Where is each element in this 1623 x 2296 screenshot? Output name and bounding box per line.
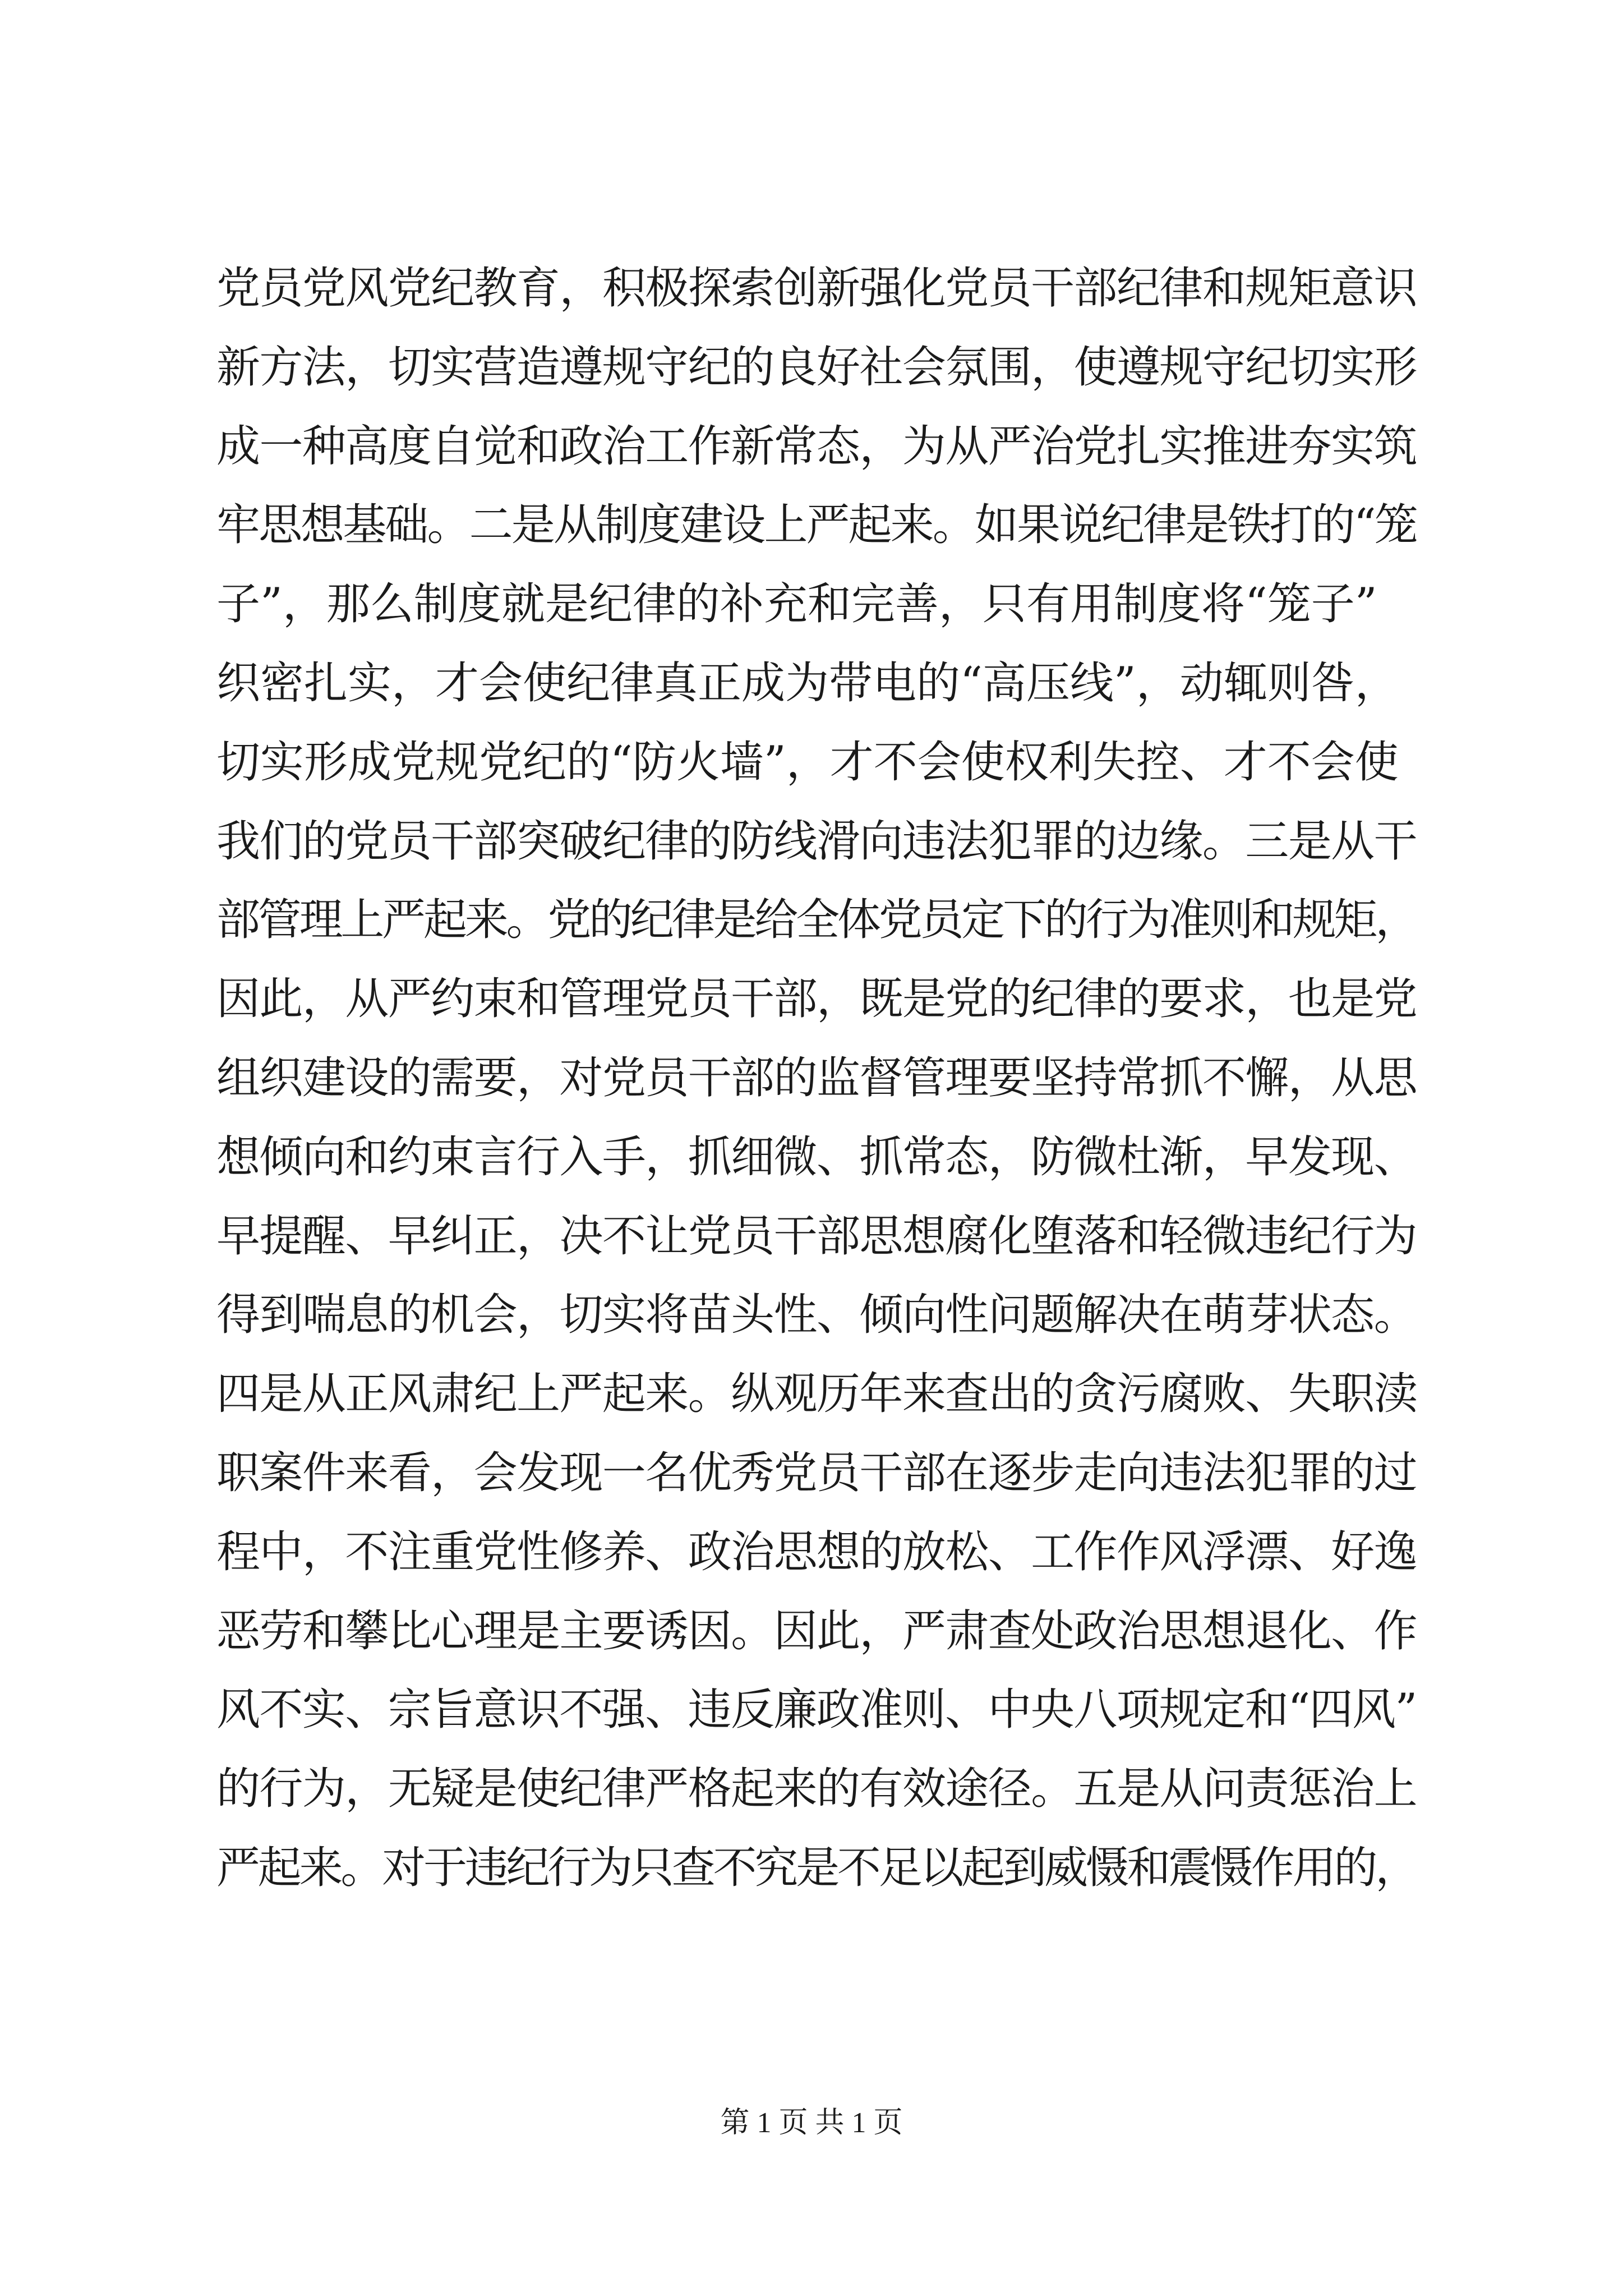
- text-line: 成一种高度自觉和政治工作新常态，为从严治党扎实推进夯实筑: [216, 421, 1417, 472]
- body-text: [216, 249, 1417, 1908]
- text-line: 严起来。对于违纪行为只查不究是不足以起到威慑和震慑作用的，: [216, 1842, 1417, 1893]
- text-line: 早提醒、早纠正，决不让党员干部思想腐化堕落和轻微违纪行为: [216, 1211, 1417, 1262]
- text-line: 想倾向和约束言行入手，抓细微、抓常态，防微杜渐，早发现、: [216, 1131, 1417, 1182]
- text-line: 得到喘息的机会，切实将苗头性、倾向性问题解决在萌芽状态。: [216, 1290, 1417, 1341]
- text-line: 子”，那么制度就是纪律的补充和完善，只有用制度将“笼子”: [216, 579, 1377, 630]
- page-number-footer: 第 1 页 共 1 页: [720, 2107, 903, 2139]
- text-line: 切实形成党规党纪的“防火墙”，才不会使权利失控、才不会使: [216, 737, 1399, 788]
- text-line: 职案件来看，会发现一名优秀党员干部在逐步走向违法犯罪的过: [216, 1447, 1417, 1498]
- text-line: 我们的党员干部突破纪律的防线滑向违法犯罪的边缘。三是从干: [216, 816, 1417, 867]
- text-line: 党员党风党纪教育，积极探索创新强化党员干部纪律和规矩意识: [216, 263, 1417, 314]
- text-line: 风不实、宗旨意识不强、违反廉政准则、中央八项规定和“四风”: [216, 1685, 1417, 1736]
- text-line: 程中，不注重党性修养、政治思想的放松、工作作风浮漂、好逸: [216, 1526, 1417, 1577]
- text-line: 恶劳和攀比心理是主要诱因。因此，严肃查处政治思想退化、作: [216, 1605, 1417, 1657]
- text-line: 新方法，切实营造遵规守纪的良好社会氛围，使遵规守纪切实形: [216, 342, 1417, 393]
- text-line: 组织建设的需要，对党员干部的监督管理要坚持常抓不懈，从思: [216, 1052, 1417, 1103]
- text-line: 因此，从严约束和管理党员干部，既是党的纪律的要求，也是党: [216, 974, 1417, 1025]
- text-line: 的行为，无疑是使纪律严格起来的有效途径。五是从问责惩治上: [216, 1764, 1417, 1815]
- text-line: 牢思想基础。二是从制度建设上严起来。如果说纪律是铁打的“笼: [216, 500, 1417, 551]
- text-line: 部管理上严起来。党的纪律是给全体党员定下的行为准则和规矩，: [216, 895, 1417, 946]
- text-line: 织密扎实，才会使纪律真正成为带电的“高压线”，动辄则咎，: [216, 657, 1399, 708]
- text-line: 四是从正风肃纪上严起来。纵观历年来查出的贪污腐败、失职渎: [216, 1369, 1417, 1420]
